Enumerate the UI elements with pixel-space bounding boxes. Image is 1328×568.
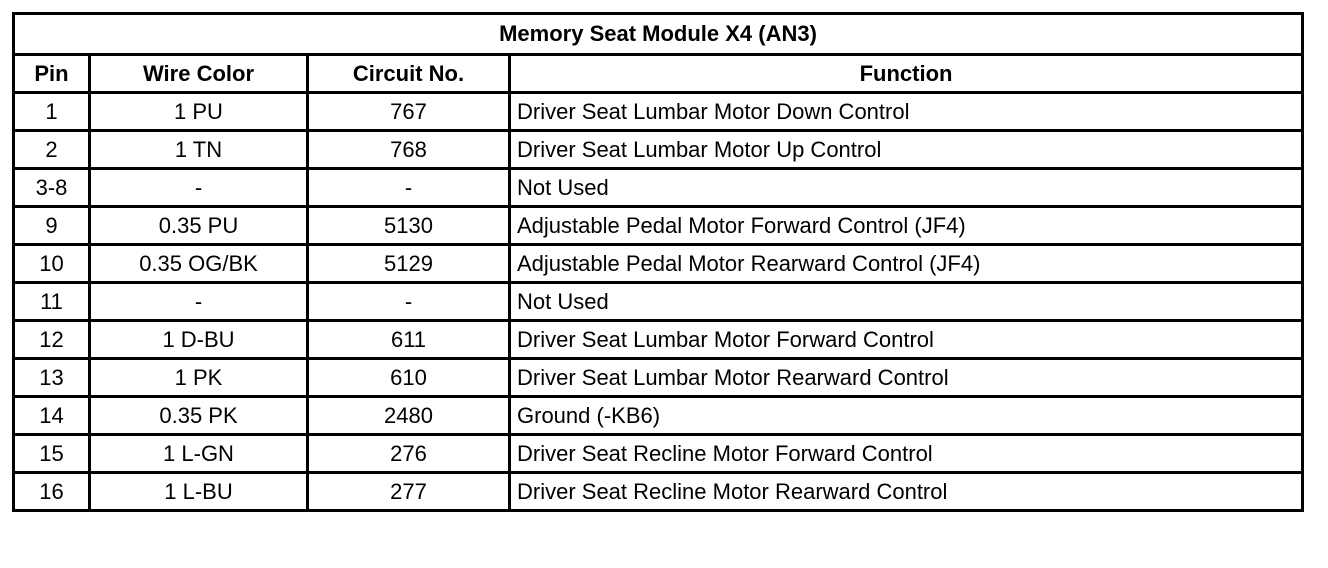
function-cell: Not Used — [510, 283, 1303, 321]
function-cell: Driver Seat Lumbar Motor Down Control — [510, 93, 1303, 131]
pin-cell: 11 — [14, 283, 90, 321]
function-cell: Not Used — [510, 169, 1303, 207]
pin-cell: 9 — [14, 207, 90, 245]
connector-table-container — [12, 12, 1301, 512]
header-wire-color: Wire Color — [90, 55, 308, 93]
circuit-no-cell: 2480 — [308, 397, 510, 435]
wire-color-cell: 0.35 PU — [90, 207, 308, 245]
table-title: Memory Seat Module X4 (AN3) — [14, 14, 1303, 55]
circuit-no-cell: 5129 — [308, 245, 510, 283]
circuit-no-cell: 610 — [308, 359, 510, 397]
pin-cell: 1 — [14, 93, 90, 131]
pin-cell: 10 — [14, 245, 90, 283]
pin-cell: 2 — [14, 131, 90, 169]
wire-color-cell: 1 L-GN — [90, 435, 308, 473]
function-cell: Driver Seat Lumbar Motor Up Control — [510, 131, 1303, 169]
function-cell: Driver Seat Recline Motor Forward Control — [510, 435, 1303, 473]
circuit-no-cell: 277 — [308, 473, 510, 511]
header-function: Function — [510, 55, 1303, 93]
table-row — [14, 435, 1303, 473]
circuit-no-cell: - — [308, 283, 510, 321]
function-cell: Ground (-KB6) — [510, 397, 1303, 435]
wire-color-cell: 1 D-BU — [90, 321, 308, 359]
circuit-no-cell: 767 — [308, 93, 510, 131]
table-header-row — [14, 55, 1303, 93]
circuit-no-cell: 276 — [308, 435, 510, 473]
wire-color-cell: - — [90, 169, 308, 207]
circuit-no-cell: 5130 — [308, 207, 510, 245]
table-row — [14, 473, 1303, 511]
wire-color-cell: 1 L-BU — [90, 473, 308, 511]
pin-cell: 3-8 — [14, 169, 90, 207]
circuit-no-cell: 611 — [308, 321, 510, 359]
function-cell: Adjustable Pedal Motor Forward Control (JF4) — [510, 207, 1303, 245]
pin-cell: 13 — [14, 359, 90, 397]
circuit-no-cell: - — [308, 169, 510, 207]
table-row — [14, 359, 1303, 397]
table-row — [14, 93, 1303, 131]
wire-color-cell: 1 TN — [90, 131, 308, 169]
header-circuit-no: Circuit No. — [308, 55, 510, 93]
function-cell: Adjustable Pedal Motor Rearward Control (JF4) — [510, 245, 1303, 283]
table-row — [14, 169, 1303, 207]
table-row — [14, 283, 1303, 321]
function-cell: Driver Seat Recline Motor Rearward Control — [510, 473, 1303, 511]
wire-color-cell: 1 PK — [90, 359, 308, 397]
table-row — [14, 207, 1303, 245]
wire-color-cell: - — [90, 283, 308, 321]
connector-pinout-table — [12, 12, 1304, 512]
pin-cell: 15 — [14, 435, 90, 473]
wire-color-cell: 0.35 PK — [90, 397, 308, 435]
table-row — [14, 245, 1303, 283]
table-title-row — [14, 14, 1303, 55]
wire-color-cell: 0.35 OG/BK — [90, 245, 308, 283]
table-row — [14, 131, 1303, 169]
table-row — [14, 397, 1303, 435]
wire-color-cell: 1 PU — [90, 93, 308, 131]
function-cell: Driver Seat Lumbar Motor Rearward Control — [510, 359, 1303, 397]
pin-cell: 12 — [14, 321, 90, 359]
table-row — [14, 321, 1303, 359]
pin-cell: 16 — [14, 473, 90, 511]
circuit-no-cell: 768 — [308, 131, 510, 169]
pin-cell: 14 — [14, 397, 90, 435]
function-cell: Driver Seat Lumbar Motor Forward Control — [510, 321, 1303, 359]
header-pin: Pin — [14, 55, 90, 93]
